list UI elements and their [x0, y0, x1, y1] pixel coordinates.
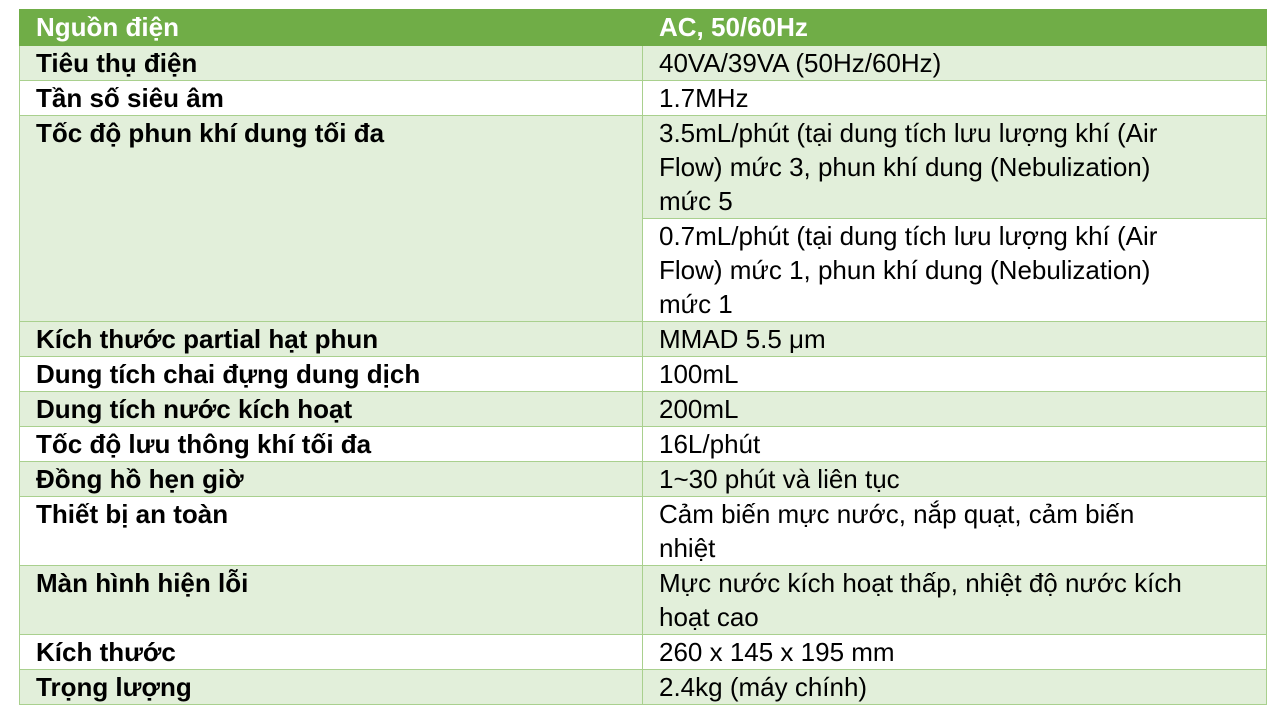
- table-row: [20, 322, 1267, 357]
- row-label: Tần số siêu âm: [20, 81, 643, 116]
- row-label: Dung tích chai đựng dung dịch: [20, 357, 643, 392]
- row-label: Kích thước partial hạt phun: [20, 322, 643, 357]
- row-value: 200mL: [643, 392, 1267, 427]
- row-label: Trọng lượng: [20, 670, 643, 705]
- row-value: 2.4kg (máy chính): [643, 670, 1267, 705]
- row-value: Mực nước kích hoạt thấp, nhiệt độ nước kích hoạt cao: [643, 566, 1267, 635]
- header-label: Nguồn điện: [20, 10, 643, 46]
- table-row: [20, 566, 1267, 635]
- table-row: [20, 670, 1267, 705]
- row-value: 1~30 phút và liên tục: [643, 462, 1267, 497]
- row-label: Tốc độ phun khí dung tối đa: [20, 116, 643, 322]
- row-label: Màn hình hiện lỗi: [20, 566, 643, 635]
- table-row: [20, 81, 1267, 116]
- row-label: Kích thước: [20, 635, 643, 670]
- row-value: 3.5mL/phút (tại dung tích lưu lượng khí (Air Flow) mức 3, phun khí dung (Nebulization) mức 5: [643, 116, 1267, 219]
- table-row: [20, 392, 1267, 427]
- table-row: [20, 357, 1267, 392]
- table-row: [20, 497, 1267, 566]
- row-label: Dung tích nước kích hoạt: [20, 392, 643, 427]
- row-label: Tốc độ lưu thông khí tối đa: [20, 427, 643, 462]
- row-value: 1.7MHz: [643, 81, 1267, 116]
- header-row: [20, 10, 1267, 46]
- table-row: [20, 427, 1267, 462]
- row-label: Thiết bị an toàn: [20, 497, 643, 566]
- table-row: [20, 46, 1267, 81]
- spec-table: [19, 9, 1267, 705]
- row-value: MMAD 5.5 μm: [643, 322, 1267, 357]
- table-row: [20, 635, 1267, 670]
- row-label: Tiêu thụ điện: [20, 46, 643, 81]
- row-value: 0.7mL/phút (tại dung tích lưu lượng khí (Air Flow) mức 1, phun khí dung (Nebulization) mức 1: [643, 219, 1267, 322]
- row-label: Đồng hồ hẹn giờ: [20, 462, 643, 497]
- table-row: [20, 116, 1267, 219]
- row-value: 260 x 145 x 195 mm: [643, 635, 1267, 670]
- row-value: Cảm biến mực nước, nắp quạt, cảm biến nhiệt: [643, 497, 1267, 566]
- row-value: 40VA/39VA (50Hz/60Hz): [643, 46, 1267, 81]
- header-value: AC, 50/60Hz: [643, 10, 1267, 46]
- row-value: 100mL: [643, 357, 1267, 392]
- row-value: 16L/phút: [643, 427, 1267, 462]
- table-row: [20, 462, 1267, 497]
